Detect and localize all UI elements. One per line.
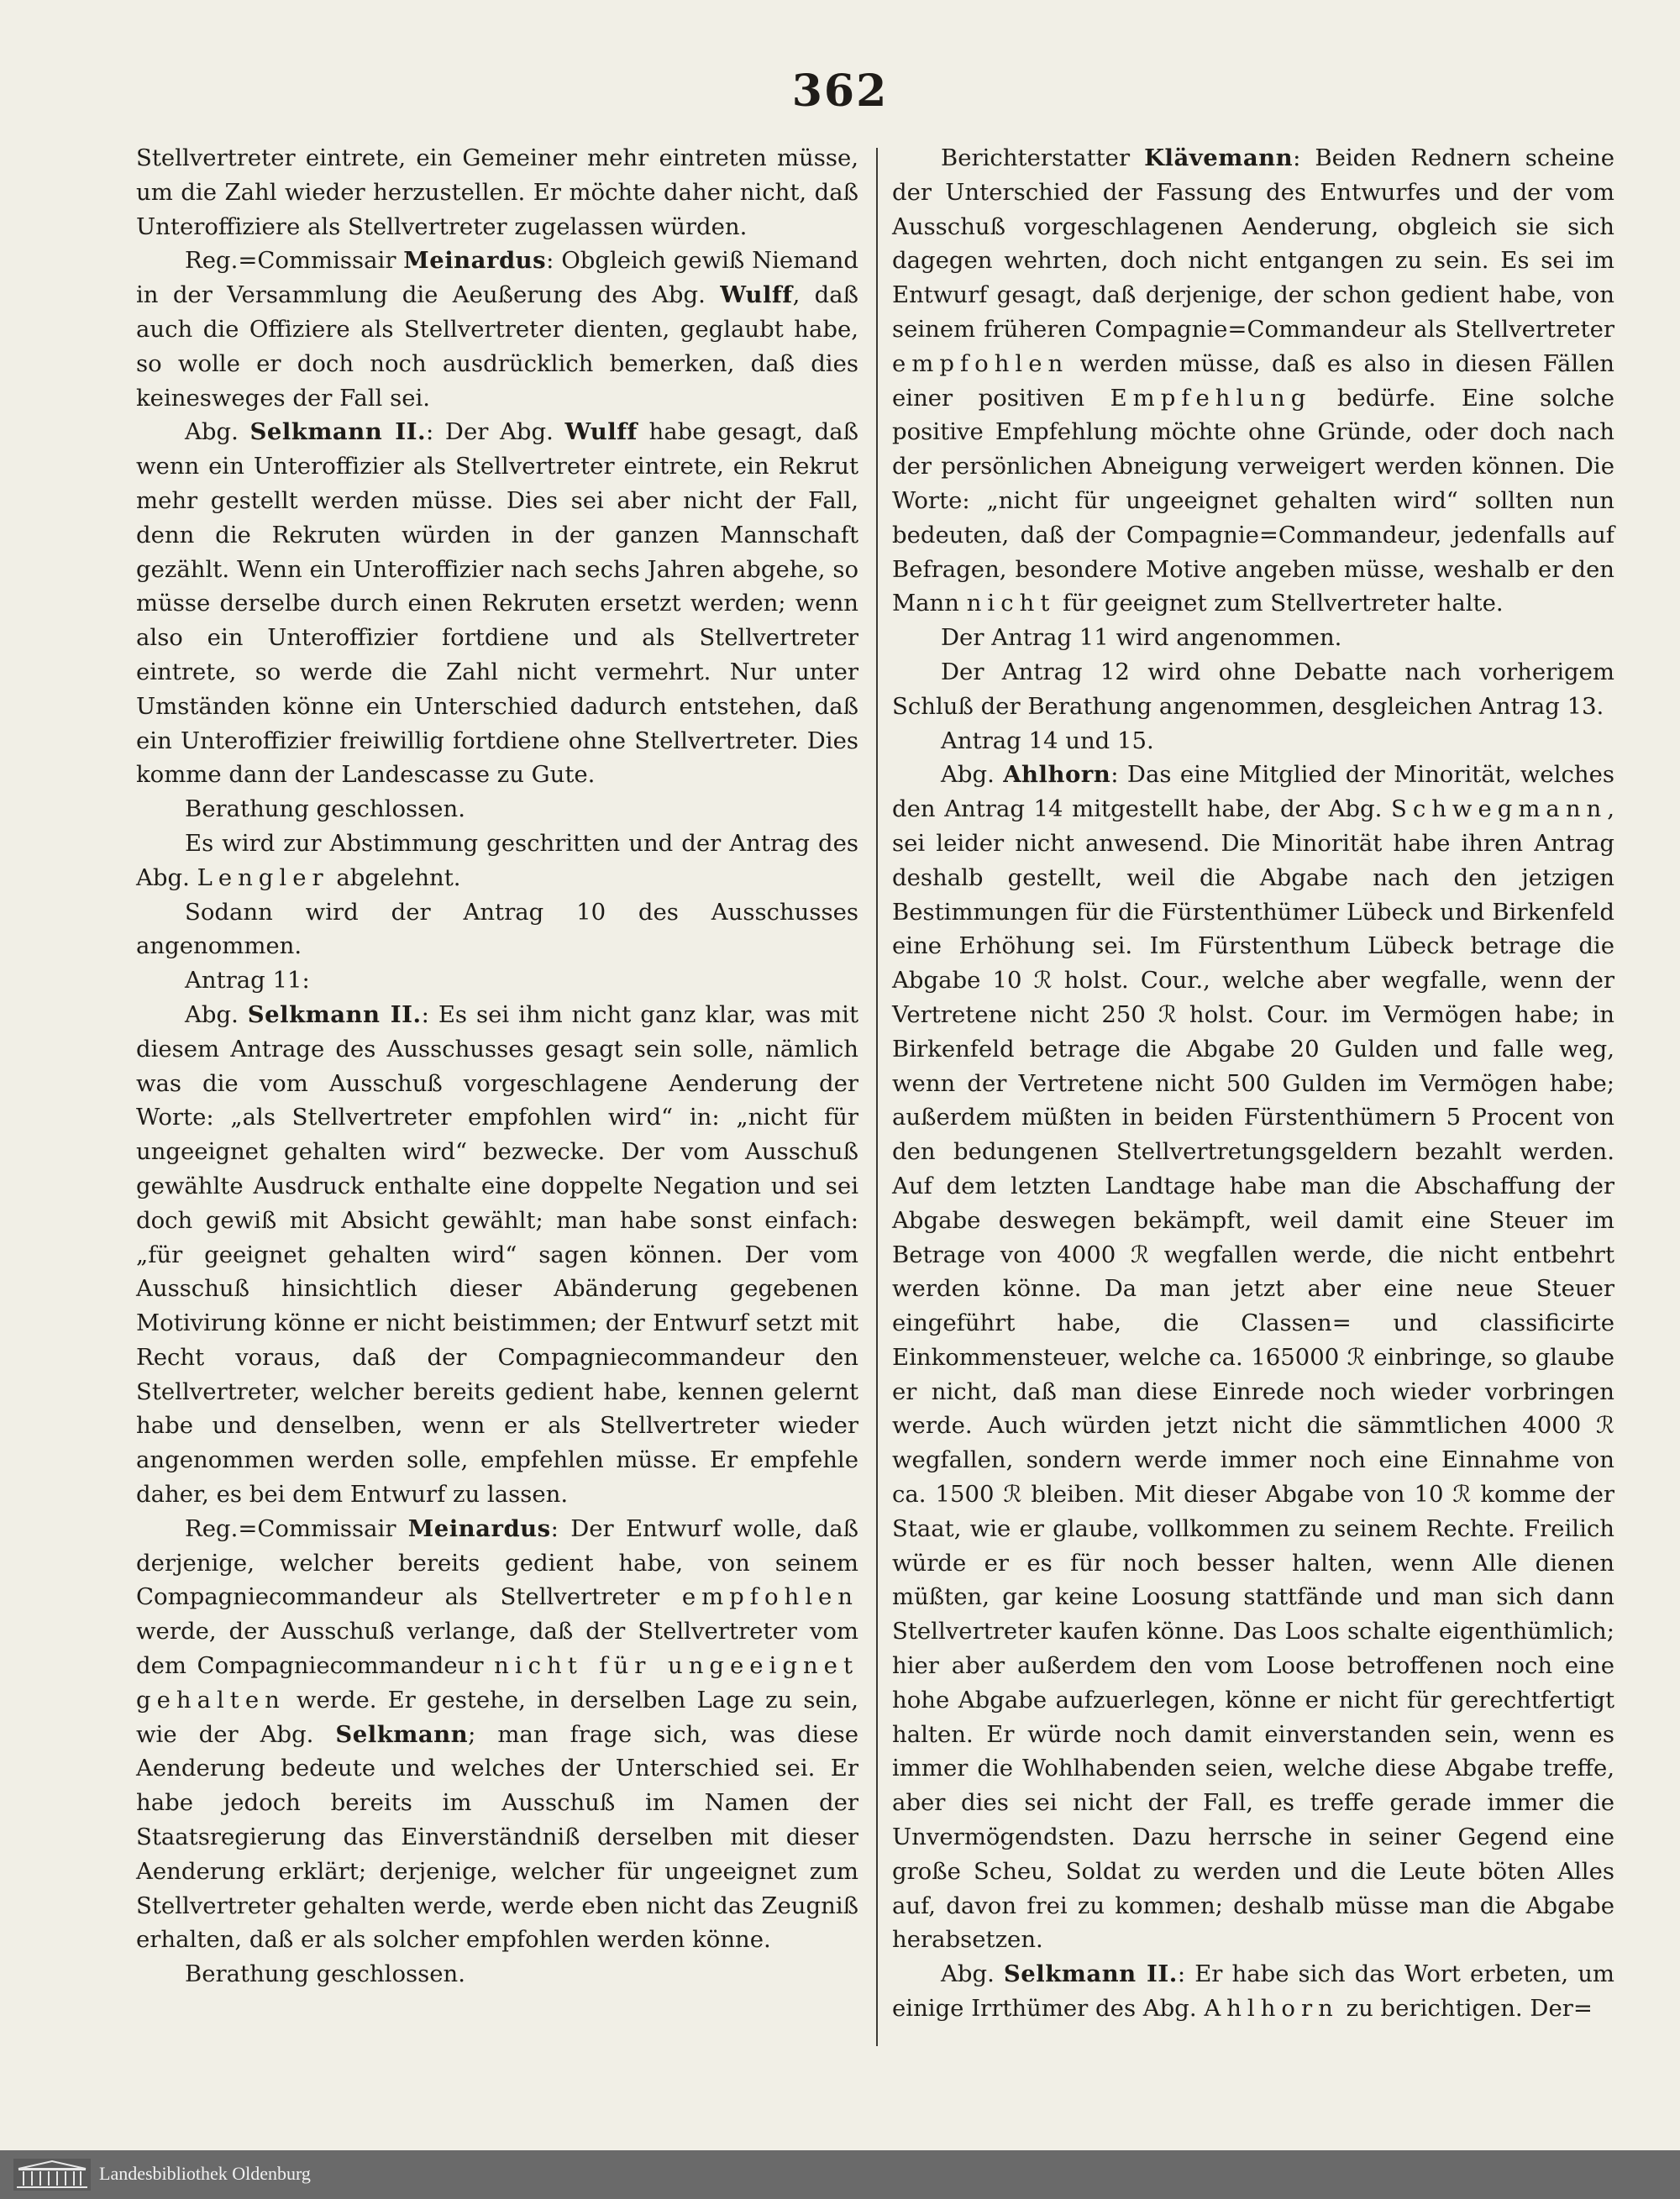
spaced-emphasis: Schwegmann xyxy=(1390,795,1608,823)
speaker-name: Wulff xyxy=(720,281,793,309)
text-run: Der Antrag 11 wird angenommen. xyxy=(941,624,1342,652)
text-run: zu berichtigen. Der= xyxy=(1338,1995,1593,2023)
text-run: , daß auch die Offiziere als Stellvertreter dienten, geglaubt habe, so wolle er doch noch ausdrücklich bemerken, daß dies keinesweges der Fall sei. xyxy=(136,281,858,412)
paragraph xyxy=(136,1512,858,1957)
spaced-emphasis: nicht für ungeeignet gehalten xyxy=(136,1652,858,1714)
paragraph xyxy=(892,758,1614,1957)
text-run: für geeignet zum Stellvertreter halte. xyxy=(1055,590,1504,617)
text-run: : Der Abg. xyxy=(426,418,565,446)
speaker-name: Selkmann II. xyxy=(249,418,427,446)
text-run: : Obgleich gewiß Niemand in der Versammlung die Aeußerung des Abg. xyxy=(136,247,858,309)
page-number: 362 xyxy=(791,66,889,117)
right-column xyxy=(892,141,1614,2026)
text-run: Abg. xyxy=(941,761,1004,789)
column-divider xyxy=(876,148,878,2046)
text-run: Es wird zur Abstimmung geschritten und der Antrag des Abg. xyxy=(136,829,858,891)
text-run: Reg.=Commissair xyxy=(185,1514,408,1542)
text-run: : Beiden Rednern scheine der Unterschied der Fassung des Entwurfes und der vom Ausschuß vorgeschlagenen Aenderung, obgleich sie sich dagegen wehrten, doch nicht entgangen zu sein. Es sei im Entwurf gesagt, daß derjenige, der schon gedient habe, von seinem früheren Compagnie=Commandeur als Stellvertreter xyxy=(892,144,1614,343)
paragraph xyxy=(136,141,858,244)
spaced-emphasis: Empfehlung xyxy=(1110,384,1312,412)
spaced-emphasis: empfohlen xyxy=(892,349,1069,377)
text-run: , sei leider nicht anwesend. Die Minorität habe ihren Antrag deshalb gestellt, weil die Abgabe nach den jetzigen Bestimmungen für die Fürstenthümer Lübeck und Birkenfeld eine Erhöhung sei. Im Fürstenthum Lübeck betrage die Abgabe 10 ℛ holst. Cour., welche aber wegfalle, wenn der Vertretene nicht 250 ℛ holst. Cour. im Vermögen habe; in Birkenfeld betrage die Abgabe 20 Gulden und falle weg, wenn der Vertretene nicht 500 Gulden im Vermögen habe; außerdem müßten in beiden Fürstenthümern 5 Procent von den bedungenen Stellvertretungsgeldern bezahlt werden. Auf dem letzten Landtage habe man die Abschaffung der Abgabe deswegen bekämpft, weil damit eine Steuer im Betrage von 4000 ℛ wegfallen werde, die nicht entbehrt werden könne. Da man jetzt aber eine neue Steuer eingeführt habe, die Classen= und classificirte Einkommensteuer, welche ca. 165000 ℛ einbringe, so glaube er nicht, daß man diese Einrede noch wieder vorbringen werde. Auch würden jetzt nicht die sämmtlichen 4000 ℛ wegfallen, sondern werde immer noch eine Einnahme von ca. 1500 ℛ bleiben. Mit dieser Abgabe von 10 ℛ komme der Staat, wie er glaube, vollkommen zu seinem Rechte. Freilich würde er es für noch besser halten, wenn Alle dienen müßten, gar keine Loosung stattfände und man sich dann Stellvertreter kaufen könne. Das Loos schalte eigenthümlich; hier aber außerdem den vom Loose betroffenen noch eine hohe Abgabe aufzuerlegen, könne er nicht für gerechtfertigt halten. Er würde noch damit einverstanden sein, wenn es immer die Wohlhabenden seien, welche diese Abgabe treffe, aber dies sei nicht der Fall, es treffe gerade immer die Unvermögendsten. Dazu herrsche in seiner Gegend eine große Scheu, Soldat zu werden und die Leute böten Alles auf, davon frei zu kommen; deshalb müsse man die Abgabe herabsetzen. xyxy=(892,795,1614,1954)
paragraph xyxy=(892,141,1614,621)
speaker-name: Meinardus xyxy=(407,1514,551,1542)
spaced-emphasis: Ahlhorn xyxy=(1204,1995,1339,2023)
speaker-name: Wulff xyxy=(564,418,638,446)
text-run: bedürfe. Eine solche positive Empfehlung möchte ohne Gründe, oder doch nach der persönlichen Abneigung verweigert werden können. Die Worte: „nicht für ungeeignet gehalten wird“ sollten nun bedeuten, daß der Compagnie=Commandeur, jedenfalls auf Befragen, besondere Motive angeben müsse, weshalb er den Mann xyxy=(892,384,1615,617)
text-run: Berathung geschlossen. xyxy=(185,795,465,823)
library-building-icon xyxy=(13,2159,91,2191)
text-run: Der Antrag 12 wird ohne Debatte nach vorherigem Schluß der Berathung angenommen, desgleichen Antrag 13. xyxy=(892,658,1614,720)
text-run: : Das eine Mitglied der Minorität, welches den Antrag 14 mitgestellt habe, der Abg. xyxy=(892,761,1614,823)
spaced-emphasis: empfohlen xyxy=(681,1583,858,1611)
speaker-name: Selkmann II. xyxy=(247,1000,422,1028)
left-column xyxy=(136,141,858,1992)
text-run: ; man frage sich, was diese Aenderung bedeute und welches der Unterschied sei. Er habe jedoch bereits im Ausschuß im Namen der Staatsregierung das Einverständniß derselben mit dieser Aenderung erklärt; derjenige, welcher für ungeeignet zum Stellvertreter gehalten werde, werde eben nicht das Zeugniß erhalten, daß er als solcher empfohlen werden könne. xyxy=(136,1720,859,1954)
text-run: : Es sei ihm nicht ganz klar, was mit diesem Antrage des Ausschusses gesagt sein solle, nämlich was die vom Ausschuß vorgeschlagene Aenderung der Worte: „als Stellvertreter empfohlen wird“ in: „nicht für ungeeignet gehalten wird“ bezwecke. Der vom Ausschuß gewählte Ausdruck enthalte eine doppelte Negation und sei doch gewiß mit Absicht gewählt; man habe sonst einfach: „für geeignet gehalten wird“ sagen können. Der vom Ausschuß hinsichtlich dieser Abänderung gegebenen Motivirung könne er nicht beistimmen; der Entwurf setzt mit Recht voraus, daß der Compagniecommandeur den Stellvertreter, welcher bereits gedient habe, kennen gelernt habe und denselben, wenn er als Stellvertreter wieder angenommen werden solle, empfehlen müsse. Er empfehle daher, es bei dem Entwurf zu lassen. xyxy=(136,1000,858,1509)
speaker-name: Selkmann II. xyxy=(1003,1960,1178,1988)
speaker-name: Meinardus xyxy=(403,247,547,275)
text-run: werde. Er gestehe, in derselben Lage zu sein, wie der Abg. xyxy=(136,1686,858,1748)
paragraph xyxy=(136,244,858,415)
text-run: habe gesagt, daß wenn ein Unteroffizier als Stellvertreter eintrete, ein Rekrut mehr gestellt werden müsse. Dies sei aber nicht der Fall, denn die Rekruten würden in der ganzen Mannschaft gezählt. Wenn ein Unteroffizier nach sechs Jahren abgehe, so müsse derselbe durch einen Rekruten ersetzt werden; wenn also ein Unteroffizier fortdiene und als Stellvertreter eintrete, so werde die Zahl nicht vermehrt. Nur unter Umständen könne ein Unterschied dadurch entstehen, daß ein Unteroffizier freiwillig fortdiene ohne Stellvertreter. Dies komme dann der Landescasse zu Gute. xyxy=(136,418,858,789)
speaker-name: Klävemann xyxy=(1144,144,1294,171)
paragraph xyxy=(136,998,858,1512)
paragraph xyxy=(136,415,858,792)
text-run: Berathung geschlossen. xyxy=(185,1960,465,1988)
text-run: : Der Entwurf wolle, daß derjenige, welcher bereits gedient habe, von seinem Compagniecommandeur als Stellvertreter xyxy=(136,1514,858,1611)
speaker-name: Selkmann xyxy=(335,1720,469,1748)
paragraph xyxy=(892,655,1614,724)
text-run: werde, der Ausschuß verlange, daß der Stellvertreter vom dem Compagniecommandeur xyxy=(136,1618,858,1680)
paragraph xyxy=(136,963,858,998)
text-run: Berichterstatter xyxy=(941,144,1145,171)
text-run: Antrag 11: xyxy=(185,967,310,995)
library-name: Landesbibliothek Oldenburg xyxy=(99,2163,311,2184)
text-run: Abg. xyxy=(185,1000,248,1028)
text-run: Abg. xyxy=(941,1960,1004,1988)
text-run: Reg.=Commissair xyxy=(185,247,404,275)
spaced-emphasis: nicht xyxy=(966,590,1056,617)
text-run: Antrag 14 und 15. xyxy=(941,727,1154,754)
text-run: Stellvertreter eintrete, ein Gemeiner mehr eintreten müsse, um die Zahl wieder herzustellen. Er möchte daher nicht, daß Unteroffiziere als Stellvertreter zugelassen würden. xyxy=(136,144,858,240)
text-run: : Er habe sich das Wort erbeten, um einige Irrthümer des Abg. xyxy=(892,1960,1614,2023)
paragraph xyxy=(136,827,858,895)
library-footer-bar xyxy=(0,2150,1680,2199)
text-run: werden müsse, daß es also in diesen Fällen einer positiven xyxy=(892,349,1614,412)
paragraph xyxy=(136,1957,858,1992)
speaker-name: Ahlhorn xyxy=(1003,761,1111,789)
paragraph xyxy=(892,1957,1614,2026)
paragraph xyxy=(892,724,1614,758)
paragraph xyxy=(136,895,858,964)
spaced-emphasis: Lengler xyxy=(197,863,329,891)
text-run: abgelehnt. xyxy=(328,863,461,891)
paragraph xyxy=(136,792,858,827)
paragraph xyxy=(892,621,1614,655)
text-run: Abg. xyxy=(185,418,250,446)
text-run: Sodann wird der Antrag 10 des Ausschusses angenommen. xyxy=(136,898,858,960)
